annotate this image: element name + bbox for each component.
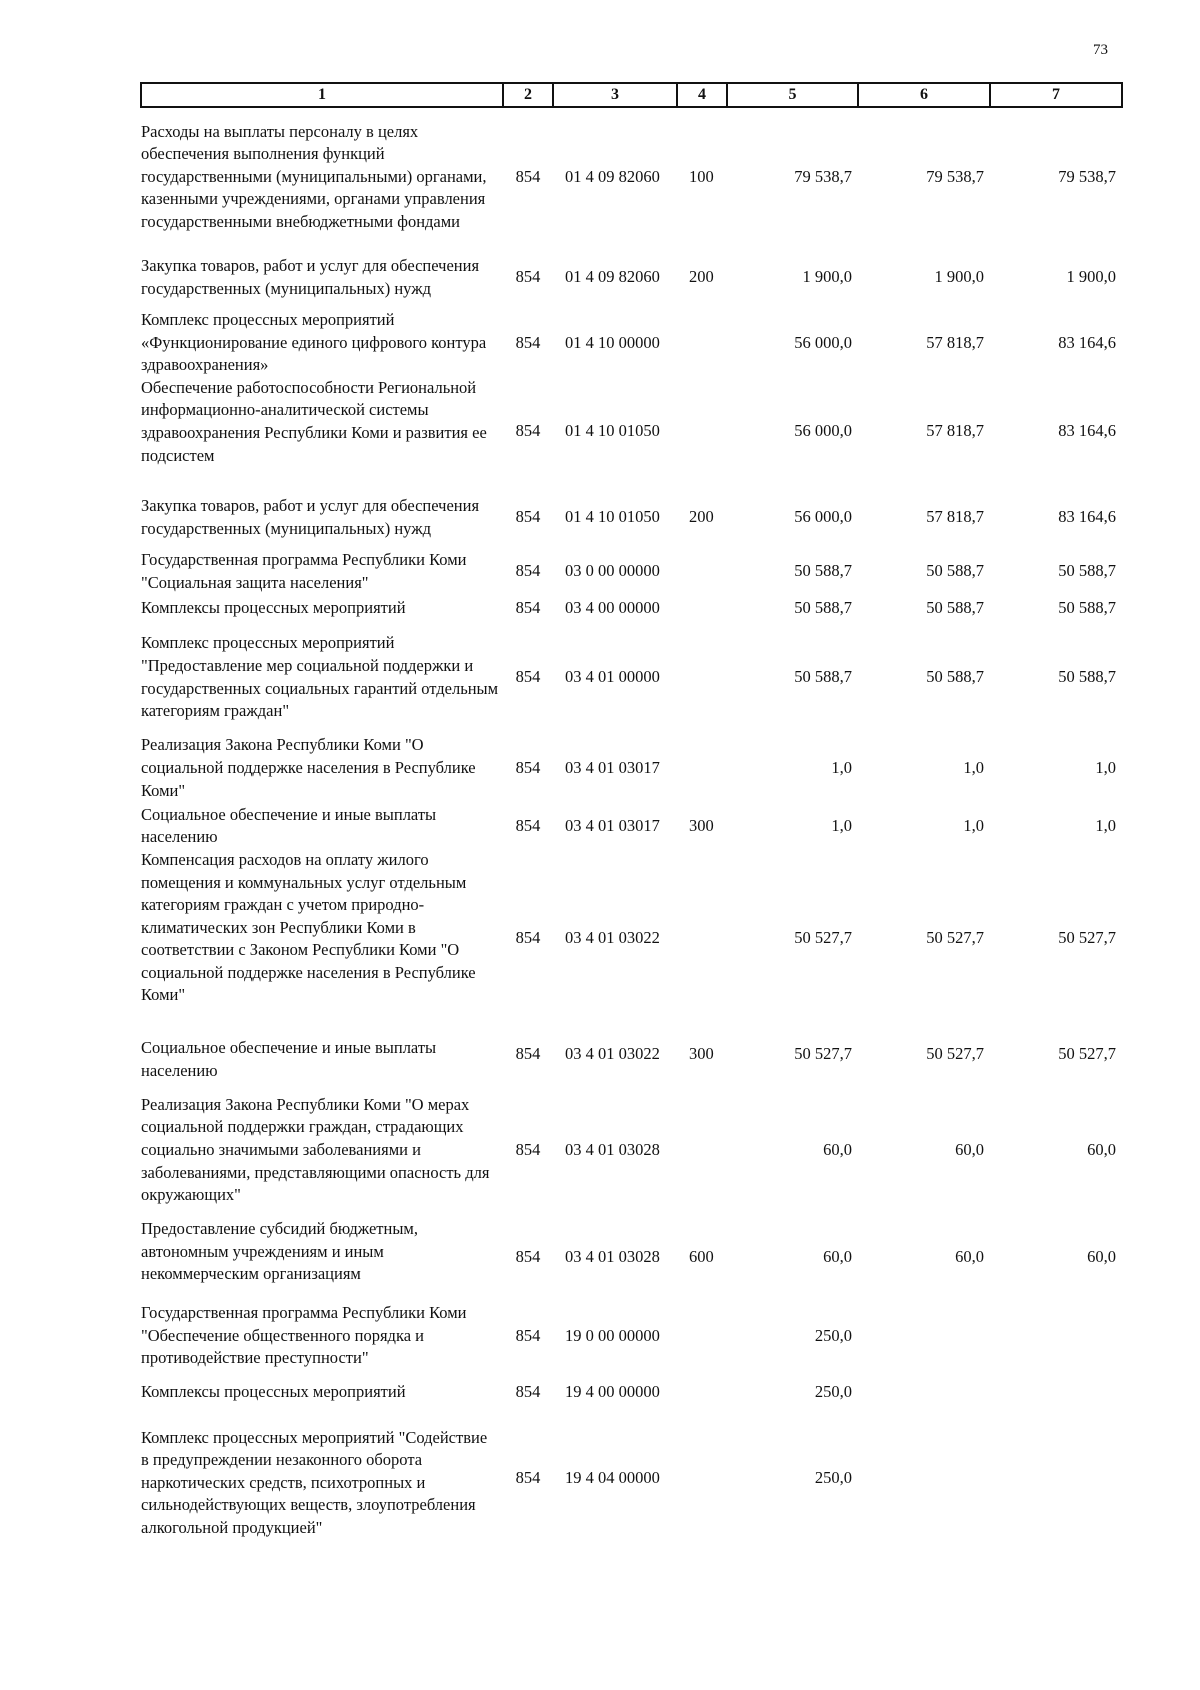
row-amount-year2-cell (858, 1376, 990, 1408)
table-row (141, 377, 1122, 486)
row-target-article-cell: 01 4 10 01050 (565, 421, 660, 441)
row-expense-type-cell (677, 733, 727, 804)
row-amount-year3-cell: 50 588,7 (1058, 598, 1116, 618)
row-amount-year1-cell: 1 900,0 (802, 267, 852, 287)
row-target-article-cell: 03 4 01 00000 (565, 667, 660, 687)
row-ministry-code-cell: 854 (515, 1246, 541, 1266)
table-row (141, 486, 1122, 549)
row-name-cell: Предоставление субсидий бюджетным, автономным учреждениям и иным некоммерческим организациям (141, 1219, 418, 1284)
row-target-article-cell: 03 4 00 00000 (565, 598, 660, 618)
table-row (141, 733, 1122, 804)
row-amount-year1-cell: 56 000,0 (794, 507, 852, 527)
row-ministry-code-cell: 854 (515, 927, 541, 947)
row-amount-year2-cell: 79 538,7 (926, 166, 984, 186)
row-amount-year1-cell: 250,0 (814, 1325, 852, 1345)
table-row (141, 1082, 1122, 1218)
row-amount-year1-cell: 50 588,7 (794, 667, 852, 687)
row-amount-year3-cell (990, 1376, 1122, 1408)
table-row (141, 1027, 1122, 1082)
row-ministry-code-cell: 854 (515, 1381, 541, 1401)
header-col-7: 7 (990, 83, 1122, 107)
row-amount-year2-cell (858, 1408, 990, 1548)
row-name-cell: Государственная программа Республики Коми "Обеспечение общественного порядка и противодействие преступности" (141, 1303, 467, 1368)
table-row (141, 1408, 1122, 1548)
row-expense-type-cell: 100 (689, 166, 714, 186)
row-amount-year2-cell: 60,0 (955, 1246, 984, 1266)
row-amount-year3-cell: 83 164,6 (1058, 421, 1116, 441)
row-target-article-cell: 03 4 01 03028 (565, 1139, 660, 1159)
row-amount-year1-cell: 50 588,7 (794, 598, 852, 618)
row-target-article-cell: 19 0 00 00000 (565, 1325, 660, 1345)
table-row (141, 549, 1122, 594)
row-expense-type-cell: 300 (689, 816, 714, 836)
row-ministry-code-cell: 854 (515, 1467, 541, 1487)
row-ministry-code-cell: 854 (515, 561, 541, 581)
row-ministry-code-cell: 854 (515, 267, 541, 287)
table-row (141, 1296, 1122, 1376)
row-name-cell: Компенсация расходов на оплату жилого помещения и коммунальных услуг отдельным категориям граждан с учетом природно-климатических зон Республики Коми в соответствии с Законом Республики Коми "О социальной поддержке населения в Республике Коми" (141, 849, 476, 1005)
row-amount-year2-cell: 57 818,7 (926, 421, 984, 441)
row-ministry-code-cell: 854 (515, 1139, 541, 1159)
row-amount-year2-cell: 57 818,7 (926, 507, 984, 527)
row-amount-year1-cell: 50 527,7 (794, 1044, 852, 1064)
row-ministry-code-cell: 854 (515, 332, 541, 352)
row-expense-type-cell (677, 1296, 727, 1376)
table-body (141, 107, 1122, 1548)
header-col-3: 3 (553, 83, 677, 107)
row-expense-type-cell (677, 309, 727, 377)
row-amount-year2-cell: 50 588,7 (926, 561, 984, 581)
row-amount-year1-cell: 79 538,7 (794, 166, 852, 186)
row-name-cell: Комплекс процессных мероприятий "Содействие в предупреждении незаконного оборота наркотических средств, психотропных и сильнодействующих веществ, злоупотребления алкогольной продукцией" (141, 1427, 488, 1537)
row-target-article-cell: 01 4 10 01050 (565, 507, 660, 527)
row-amount-year2-cell: 1,0 (963, 816, 984, 836)
row-target-article-cell: 03 4 01 03028 (565, 1246, 660, 1266)
row-amount-year3-cell: 83 164,6 (1058, 507, 1116, 527)
row-amount-year1-cell: 250,0 (814, 1467, 852, 1487)
row-name-cell: Комплекс процессных мероприятий «Функционирование единого цифрового контура здравоохранения» (141, 310, 487, 375)
budget-table-container (140, 82, 1121, 1548)
row-ministry-code-cell: 854 (515, 816, 541, 836)
row-ministry-code-cell: 854 (515, 166, 541, 186)
row-amount-year3-cell (990, 1296, 1122, 1376)
row-amount-year2-cell: 60,0 (955, 1139, 984, 1159)
row-expense-type-cell: 600 (689, 1246, 714, 1266)
row-amount-year3-cell: 60,0 (1087, 1246, 1116, 1266)
row-ministry-code-cell: 854 (515, 667, 541, 687)
budget-table (140, 82, 1123, 1548)
row-amount-year1-cell: 60,0 (823, 1246, 852, 1266)
row-amount-year2-cell: 50 527,7 (926, 1044, 984, 1064)
row-amount-year3-cell: 60,0 (1087, 1139, 1116, 1159)
row-amount-year2-cell: 50 527,7 (926, 927, 984, 947)
table-row (141, 594, 1122, 622)
row-amount-year2-cell: 57 818,7 (926, 332, 984, 352)
row-amount-year2-cell: 1 900,0 (934, 267, 984, 287)
row-amount-year3-cell: 1,0 (1095, 757, 1116, 777)
row-name-cell: Реализация Закона Республики Коми "О социальной поддержке населения в Республике Коми" (141, 735, 476, 800)
table-row (141, 309, 1122, 377)
row-expense-type-cell (677, 1082, 727, 1218)
row-name-cell: Закупка товаров, работ и услуг для обеспечения государственных (муниципальных) нужд (141, 255, 480, 298)
row-expense-type-cell (677, 1408, 727, 1548)
row-amount-year1-cell: 250,0 (814, 1381, 852, 1401)
row-amount-year3-cell: 50 588,7 (1058, 667, 1116, 687)
row-name-cell: Обеспечение работоспособности Региональной информационно-аналитической системы здравоохранения Республики Коми и развития ее подсистем (141, 377, 487, 465)
row-expense-type-cell (677, 849, 727, 1027)
table-row (141, 1376, 1122, 1408)
row-amount-year3-cell: 79 538,7 (1058, 166, 1116, 186)
row-amount-year3-cell: 50 588,7 (1058, 561, 1116, 581)
table-row (141, 849, 1122, 1027)
row-name-cell: Реализация Закона Республики Коми "О мерах социальной поддержки граждан, страдающих социально значимыми заболеваниями и заболеваниями, представляющими опасность для окружающих" (141, 1094, 490, 1205)
row-name-cell: Расходы на выплаты персоналу в целях обеспечения выполнения функций государственными (муниципальными) органами, казенными учреждениями, органами управления государственными внебюджетными фондами (141, 121, 487, 231)
row-amount-year3-cell: 1,0 (1095, 816, 1116, 836)
table-row (141, 1218, 1122, 1296)
row-expense-type-cell: 300 (689, 1044, 714, 1064)
row-target-article-cell: 01 4 09 82060 (565, 267, 660, 287)
row-amount-year1-cell: 50 588,7 (794, 561, 852, 581)
row-amount-year1-cell: 60,0 (823, 1139, 852, 1159)
row-target-article-cell: 01 4 10 00000 (565, 332, 660, 352)
row-expense-type-cell (677, 622, 727, 732)
row-name-cell: Комплекс процессных мероприятий "Предоставление мер социальной поддержки и государственных социальных гарантий отдельным категориям граждан" (141, 633, 499, 721)
table-row (141, 107, 1122, 246)
row-amount-year1-cell: 1,0 (831, 816, 852, 836)
row-target-article-cell: 01 4 09 82060 (565, 166, 660, 186)
row-target-article-cell: 03 4 01 03017 (565, 757, 660, 777)
row-ministry-code-cell: 854 (515, 507, 541, 527)
table-header (141, 83, 1122, 107)
table-row (141, 246, 1122, 309)
row-expense-type-cell (677, 1376, 727, 1408)
row-amount-year2-cell: 50 588,7 (926, 598, 984, 618)
table-row (141, 622, 1122, 732)
row-expense-type-cell: 200 (689, 507, 714, 527)
row-expense-type-cell: 200 (689, 267, 714, 287)
row-target-article-cell: 03 4 01 03022 (565, 927, 660, 947)
row-target-article-cell: 19 4 04 00000 (565, 1467, 660, 1487)
page-number: 73 (1093, 42, 1108, 58)
row-amount-year3-cell: 50 527,7 (1058, 1044, 1116, 1064)
row-target-article-cell: 03 0 00 00000 (565, 561, 660, 581)
row-amount-year3-cell: 1 900,0 (1066, 267, 1116, 287)
row-target-article-cell: 03 4 01 03022 (565, 1044, 660, 1064)
row-amount-year3-cell (990, 1408, 1122, 1548)
row-target-article-cell: 03 4 01 03017 (565, 816, 660, 836)
row-amount-year2-cell: 50 588,7 (926, 667, 984, 687)
row-amount-year1-cell: 56 000,0 (794, 421, 852, 441)
row-amount-year1-cell: 56 000,0 (794, 332, 852, 352)
row-amount-year1-cell: 50 527,7 (794, 927, 852, 947)
row-expense-type-cell (677, 594, 727, 622)
row-ministry-code-cell: 854 (515, 1044, 541, 1064)
row-ministry-code-cell: 854 (515, 421, 541, 441)
header-col-5: 5 (727, 83, 858, 107)
row-name-cell: Комплексы процессных мероприятий (141, 598, 406, 618)
header-col-1: 1 (141, 83, 503, 107)
header-col-6: 6 (858, 83, 990, 107)
row-ministry-code-cell: 854 (515, 598, 541, 618)
row-name-cell: Социальное обеспечение и иные выплаты населению (141, 1038, 437, 1080)
row-ministry-code-cell: 854 (515, 1325, 541, 1345)
row-name-cell: Социальное обеспечение и иные выплаты населению (141, 804, 437, 847)
header-row (141, 83, 1122, 107)
row-name-cell: Комплексы процессных мероприятий (141, 1381, 406, 1401)
row-amount-year1-cell: 1,0 (831, 757, 852, 777)
row-amount-year2-cell: 1,0 (963, 757, 984, 777)
row-name-cell: Государственная программа Республики Коми "Социальная защита населения" (141, 550, 467, 592)
row-amount-year3-cell: 50 527,7 (1058, 927, 1116, 947)
header-col-2: 2 (503, 83, 553, 107)
row-ministry-code-cell: 854 (515, 757, 541, 777)
row-expense-type-cell (677, 549, 727, 594)
row-amount-year3-cell: 83 164,6 (1058, 332, 1116, 352)
row-expense-type-cell (677, 377, 727, 486)
row-name-cell: Закупка товаров, работ и услуг для обеспечения государственных (муниципальных) нужд (141, 496, 480, 538)
table-row (141, 804, 1122, 849)
header-col-4: 4 (677, 83, 727, 107)
row-amount-year2-cell (858, 1296, 990, 1376)
row-target-article-cell: 19 4 00 00000 (565, 1381, 660, 1401)
